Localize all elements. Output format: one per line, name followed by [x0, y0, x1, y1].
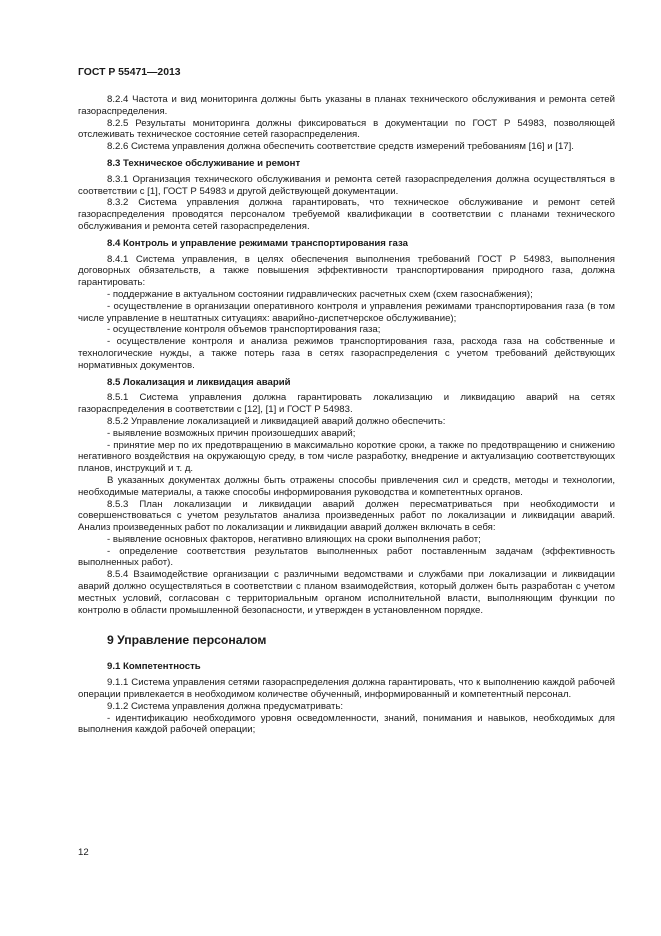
clause-8-5-1: 8.5.1 Система управления должна гарантировать локализацию и ликвидацию аварий на сетях газораспределения в соответствии с [12], [1] и ГОСТ Р 54983. [78, 392, 615, 416]
list-item: - идентификацию необходимого уровня осведомленности, знаний, понимания и навыков, необходимых для выполнения каждой рабочей операции; [78, 712, 615, 736]
clause-8-5-2: 8.5.2 Управление локализацией и ликвидацией аварий должно обеспечить: [107, 415, 446, 427]
document-body [78, 94, 615, 736]
clause-8-4-1: 8.4.1 Система управления, в целях обеспечения выполнения требований ГОСТ Р 54983, выполнения договорных обязательств, а также повышения эффективности транспортирования природного газа, должна гарантировать: [78, 253, 615, 289]
list-item: - принятие мер по их предотвращению в максимально короткие сроки, а также по предотвращению и снижению негативного воздействия на окружающую среду, в том числе разработку, внедрение и актуализацию соответствующих планов, инструкций и т. д. [78, 439, 615, 475]
clause-8-2-5: 8.2.5 Результаты мониторинга должны фиксироваться в документации по ГОСТ Р 54983, позволяющей отслеживать техническое состояние сетей газораспределения. [78, 117, 615, 141]
clause-8-2-4: 8.2.4 Частота и вид мониторинга должны быть указаны в планах технического обслуживания и ремонта сетей газораспределения. [78, 94, 615, 117]
heading-8-3: 8.3 Техническое обслуживание и ремонт [107, 157, 301, 169]
clause-9-1-2: 9.1.2 Система управления должна предусматривать: [107, 700, 344, 712]
clause-8-3-2: 8.3.2 Система управления должна гарантировать, что техническое обслуживание и ремонт сетей газораспределения проводятся персоналом требуемой квалификации в соответствии с планами технического обслуживания и ремонта сетей газораспределения. [78, 197, 615, 232]
clause-9-1-1: 9.1.1 Система управления сетями газораспределения должна гарантировать, что к выполнению каждой рабочей операции привлекается в необходимом количестве обученный, информированный и компетентный персонал. [78, 677, 615, 701]
clause-8-5-3: 8.5.3 План локализации и ликвидации аварий должен пересматриваться при необходимости и совершенствоваться с учетом результатов анализа произведенных работ по локализации и ликвидации аварий. Анализ произведенных работ по локализации и ликвидации аварий должен включать в себя: [78, 498, 615, 534]
list-item: - определение соответствия результатов выполненных работ поставленным задачам (эффективность выполненных работ). [78, 545, 615, 569]
clause-8-3-1: 8.3.1 Организация технического обслуживания и ремонта сетей газораспределения должна осуществляться в соответствии с [1], ГОСТ Р 54983 и другой действующей документации. [78, 173, 615, 197]
heading-9-1: 9.1 Компетентность [107, 661, 201, 673]
section-9-heading: 9 Управление персоналом [107, 633, 267, 648]
list-item: - осуществление в организации оперативного контроля и управления режимами транспортирования газа (в том числе управление в нештатных ситуациях: аварийно-диспетчерское обслуживание); [78, 300, 615, 324]
list-item: - выявление возможных причин произошедших аварий; [107, 427, 356, 439]
list-item: - осуществление контроля объемов транспортирования газа; [107, 324, 381, 336]
list-item: - осуществление контроля и анализа режимов транспортирования газа, расхода газа на собственные и технологические нужды, а также потерь газа в сетях газораспределения с учетом требований действующих нормативных документов. [78, 336, 615, 371]
list-item: - выявление основных факторов, негативно влияющих на сроки выполнения работ; [107, 533, 481, 545]
clause-8-2-6: 8.2.6 Система управления должна обеспечить соответствие средств измерений требованиям [16] и [17]. [107, 141, 574, 153]
list-item: - поддержание в актуальном состоянии гидравлических расчетных схем (схем газоснабжения); [107, 288, 533, 300]
document-header: ГОСТ Р 55471—2013 [78, 67, 181, 78]
clause-8-5-4: 8.5.4 Взаимодействие организации с различными ведомствами и службами при локализации и ликвидации аварий должно осуществляться в соответствии с планом взаимодействия, который должен быть разработан с учетом местных условий, согласован с территориальным органом исполнительной власти, выполняющим функции по контролю в области промышленной безопасности, и утвержден в установленном порядке. [78, 569, 615, 616]
heading-8-4: 8.4 Контроль и управление режимами транспортирования газа [107, 237, 408, 249]
page-number: 12 [78, 847, 89, 858]
heading-8-5: 8.5 Локализация и ликвидация аварий [107, 376, 291, 388]
clause-8-5-2-note: В указанных документах должны быть отражены способы привлечения сил и средств, методы и технологии, необходимые материалы, а также способы информирования руководства и компетентных органов. [78, 474, 615, 498]
